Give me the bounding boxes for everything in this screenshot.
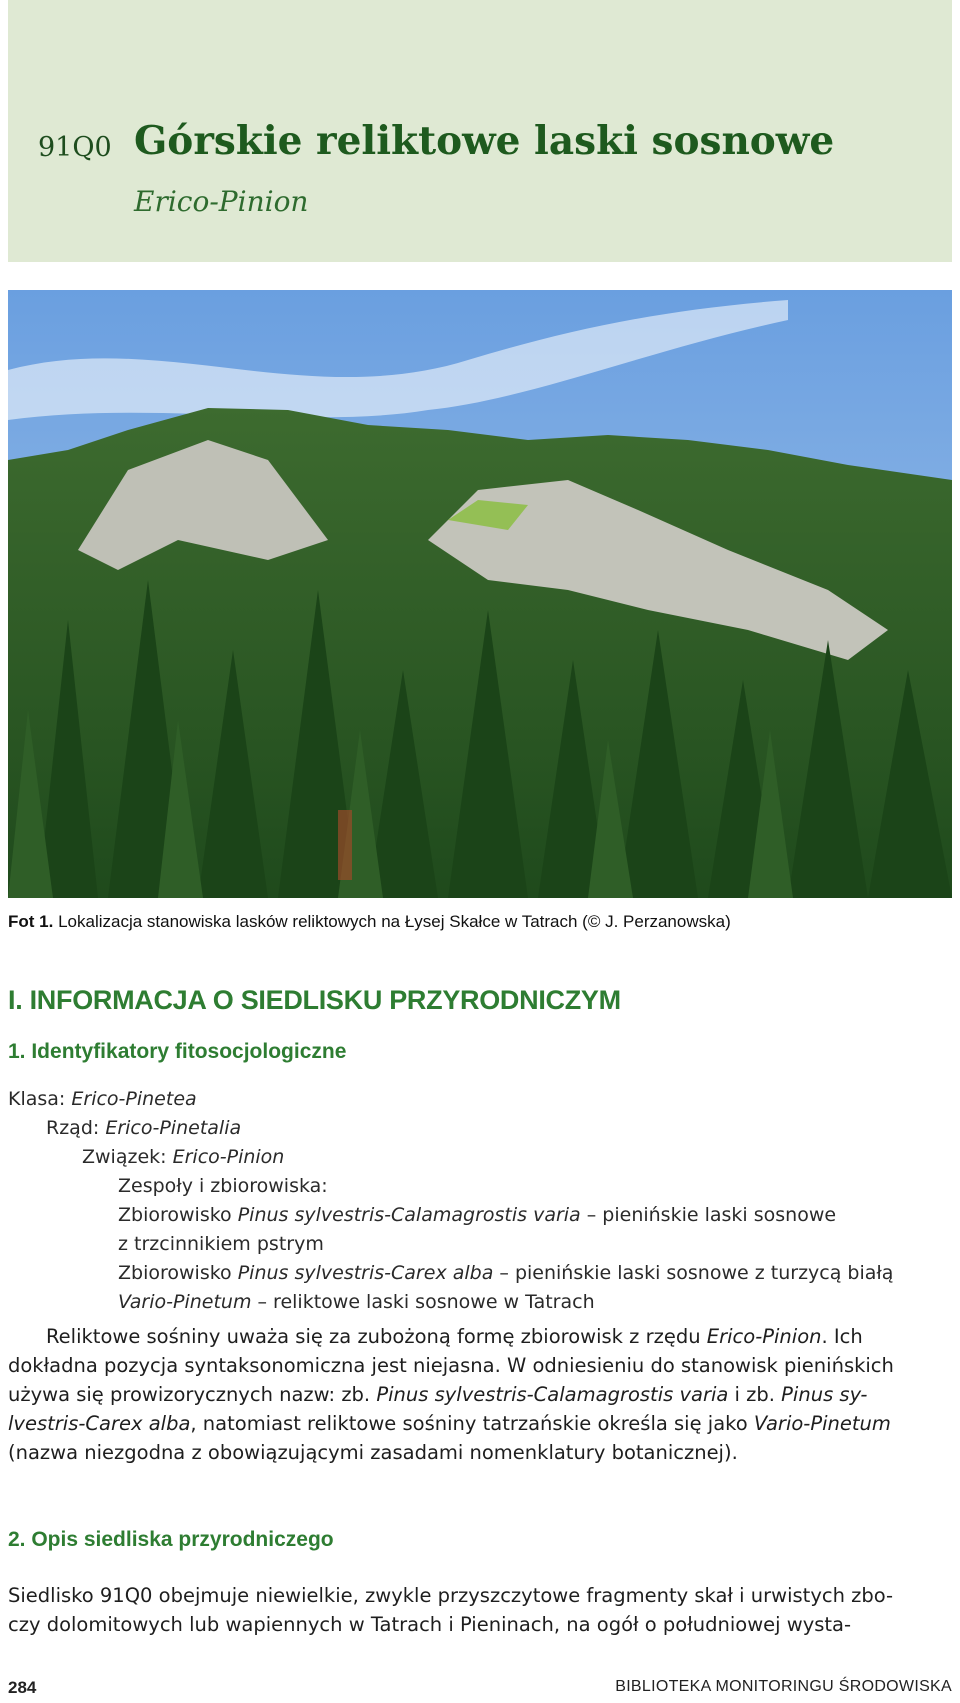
- paragraph-1: [8, 1322, 952, 1467]
- paragraph-1-line: lvestris-Carex alba, natomiast reliktowe sośniny tatrzańskie określa się jako Vario-Pinetum: [8, 1412, 891, 1435]
- red-shrub: [338, 810, 352, 880]
- page-number: 284: [8, 1678, 37, 1697]
- community-1-cont: z trzcinnikiem pstrym: [118, 1233, 324, 1255]
- community-2: Zbiorowisko Pinus sylvestris-Carex alba – pienińskie laski sosnowe z turzycą białą: [118, 1262, 894, 1284]
- paragraph-1-line: używa się prowizorycznych nazw: zb. Pinus sylvestris-Calamagrostis varia i zb. Pinus sy-: [8, 1383, 868, 1406]
- series-name: BIBLIOTEKA MONITORINGU ŚRODOWISKA: [615, 1678, 952, 1695]
- paragraph-1-line: (nazwa niezgodna z obowiązującymi zasadami nomenklatury botanicznej).: [8, 1441, 738, 1464]
- paragraph-2-line: Siedlisko 91Q0 obejmuje niewielkie, zwykle przyszczytowe fragmenty skał i urwistych zbo-: [8, 1584, 894, 1607]
- page-subtitle: Erico-Pinion: [134, 185, 309, 218]
- photo-caption: [8, 912, 731, 932]
- taxonomy-zespoly: Zespoły i zbiorowiska:: [118, 1175, 328, 1197]
- paragraph-1-line: dokładna pozycja syntaksonomiczna jest niejasna. W odniesieniu do stanowisk pienińskich: [8, 1354, 894, 1377]
- paragraph-2-line: czy dolomitowych lub wapiennych w Tatrach i Pieninach, na ogół o południowej wysta-: [8, 1613, 852, 1636]
- paragraph-1-line: Reliktowe sośniny uważa się za zubożoną formę zbiorowisk z rzędu Erico-Pinion. Ich: [46, 1325, 863, 1348]
- caption-label: Fot 1.: [8, 912, 54, 931]
- caption-text: Lokalizacja stanowiska lasków reliktowych na Łysej Skałce w Tatrach (© J. Perzanowska): [58, 912, 731, 931]
- paragraph-2: [8, 1581, 952, 1639]
- community-3: Vario-Pinetum – reliktowe laski sosnowe w Tatrach: [118, 1291, 595, 1313]
- taxonomy-rzad: Rząd: Erico-Pinetalia: [46, 1117, 242, 1139]
- subsection-2-title: 2. Opis siedliska przyrodniczego: [8, 1528, 334, 1551]
- section-title: I. INFORMACJA O SIEDLISKU PRZYRODNICZYM: [8, 985, 621, 1015]
- habitat-code: 91Q0: [38, 132, 112, 163]
- subsection-1-title: 1. Identyfikatory fitosocjologiczne: [8, 1040, 347, 1063]
- page-title: Górskie reliktowe laski sosnowe: [134, 118, 835, 164]
- taxonomy-zwiazek: Związek: Erico-Pinion: [82, 1146, 285, 1168]
- habitat-photo: [8, 290, 952, 898]
- community-1: Zbiorowisko Pinus sylvestris-Calamagrostis varia – pienińskie laski sosnowe: [118, 1204, 837, 1226]
- taxonomy-klasa: Klasa: Erico-Pinetea: [8, 1088, 197, 1110]
